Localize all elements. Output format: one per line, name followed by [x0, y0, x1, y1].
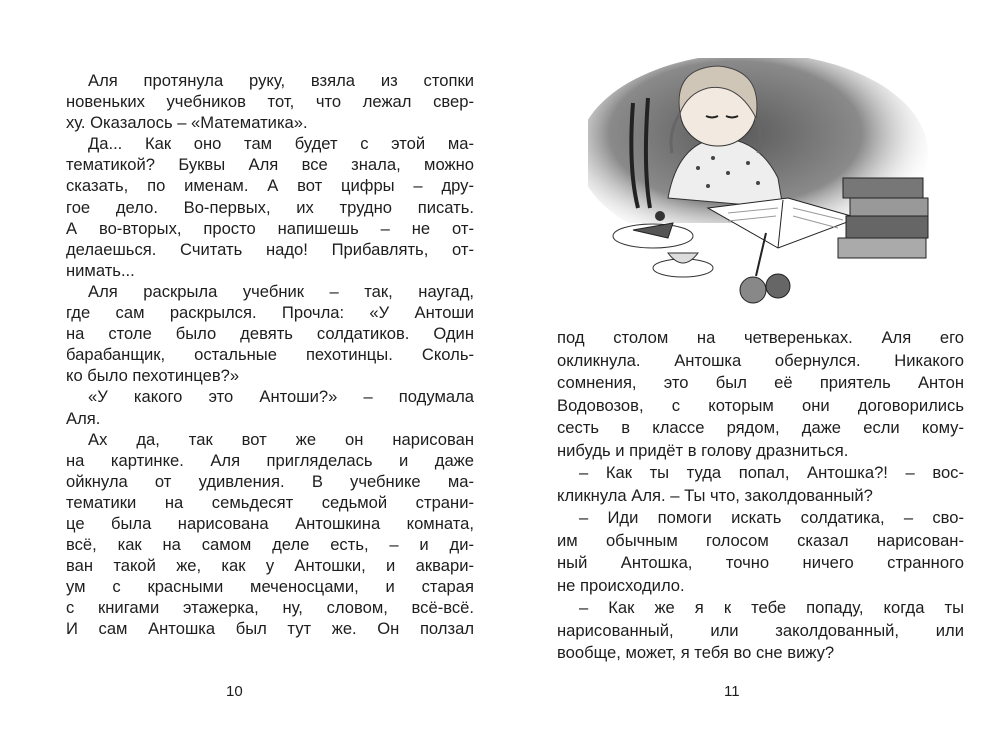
- text-line: ван такой же, как у Антошки, и аквари-: [66, 556, 474, 576]
- text-line: нибудь и придёт в голову дразниться.: [557, 440, 849, 460]
- text-line: И сам Антошка был тут же. Он ползал: [66, 619, 474, 639]
- text-line: Да... Как оно там будет с этой ма-: [88, 134, 474, 154]
- text-line: сесть в классе рядом, даже если кому-: [557, 418, 964, 437]
- text-line: под столом на четвереньках. Аля его: [557, 328, 964, 347]
- text-line: на столе было девять солдатиков. Один: [66, 324, 474, 344]
- text-line: новеньких учебников тот, что лежал свер-: [66, 92, 474, 112]
- text-line: «У какого это Антоши?» – подумала: [88, 387, 474, 407]
- text-line: где сам раскрылся. Прочла: «У Антоши: [66, 303, 474, 323]
- text-line: Аля.: [66, 408, 101, 428]
- text-line: ойкнула от удивления. В учебнике ма-: [66, 471, 474, 491]
- text-line: на картинке. Аля пригляделась и даже: [66, 450, 474, 470]
- text-line: окликнула. Антошка обернулся. Никакого: [557, 350, 964, 370]
- text-line: сомнения, это был её приятель Антон: [557, 373, 964, 392]
- text-line: кликнула Аля. – Ты что, заколдованный?: [557, 485, 873, 505]
- text-line: Аля раскрыла учебник – так, наугад,: [88, 281, 474, 301]
- text-line: – Иди помоги искать солдатика, – сво-: [579, 508, 964, 527]
- text-line: им обычным голосом сказал нарисован-: [557, 530, 964, 550]
- illustration-girl-reading-at-desk: [588, 58, 938, 314]
- page-right: [500, 0, 1001, 751]
- text-line: ный Антошка, точно ничего странного: [557, 553, 964, 572]
- text-line: Ах да, так вот же он нарисован: [88, 429, 474, 449]
- text-line: Аля протянула руку, взяла из стопки: [88, 71, 474, 90]
- text-line: делаешься. Считать надо! Прибавлять, от-: [66, 239, 474, 259]
- text-line: нарисованный, или заколдованный, или: [557, 620, 964, 640]
- text-line: вообще, может, я тебя во сне вижу?: [557, 643, 835, 662]
- page-number: 10: [226, 683, 243, 700]
- text-line: – Как ты туда попал, Антошка?! – вос-: [579, 463, 964, 482]
- text-line: барабанщик, остальные пехотинцы. Сколь-: [66, 345, 474, 365]
- text-line: – Как же я к тебе попаду, когда ты: [579, 598, 964, 617]
- text-line: це была нарисована Антошкина комната,: [66, 513, 474, 533]
- text-line: тематики на семьдесят седьмой страни-: [66, 492, 474, 512]
- text-line: нимать...: [66, 260, 135, 280]
- text-line: ко было пехотинцев?»: [66, 366, 240, 386]
- text-column: [557, 327, 964, 665]
- text-line: ху. Оказалось – «Математика».: [66, 113, 308, 133]
- text-line: Водовозов, с которым они договорились: [557, 395, 964, 415]
- text-line: гое дело. Во-первых, их трудно писать.: [66, 197, 474, 217]
- text-column: [66, 70, 474, 640]
- text-line: всё, как на самом деле есть, – и ди-: [66, 535, 474, 555]
- page-number: 11: [724, 683, 740, 700]
- text-line: с книгами этажерка, ну, словом, всё-всё.: [66, 598, 474, 618]
- page-left: [0, 0, 500, 751]
- text-line: не происходило.: [557, 575, 685, 595]
- text-line: сказать, по именам. А вот цифры – дру-: [66, 176, 474, 196]
- text-line: ум с красными меченосцами, и старая: [66, 577, 474, 597]
- text-line: тематикой? Буквы Аля все знала, можно: [66, 155, 474, 175]
- text-line: А во-вторых, просто напишешь – не от-: [66, 218, 474, 238]
